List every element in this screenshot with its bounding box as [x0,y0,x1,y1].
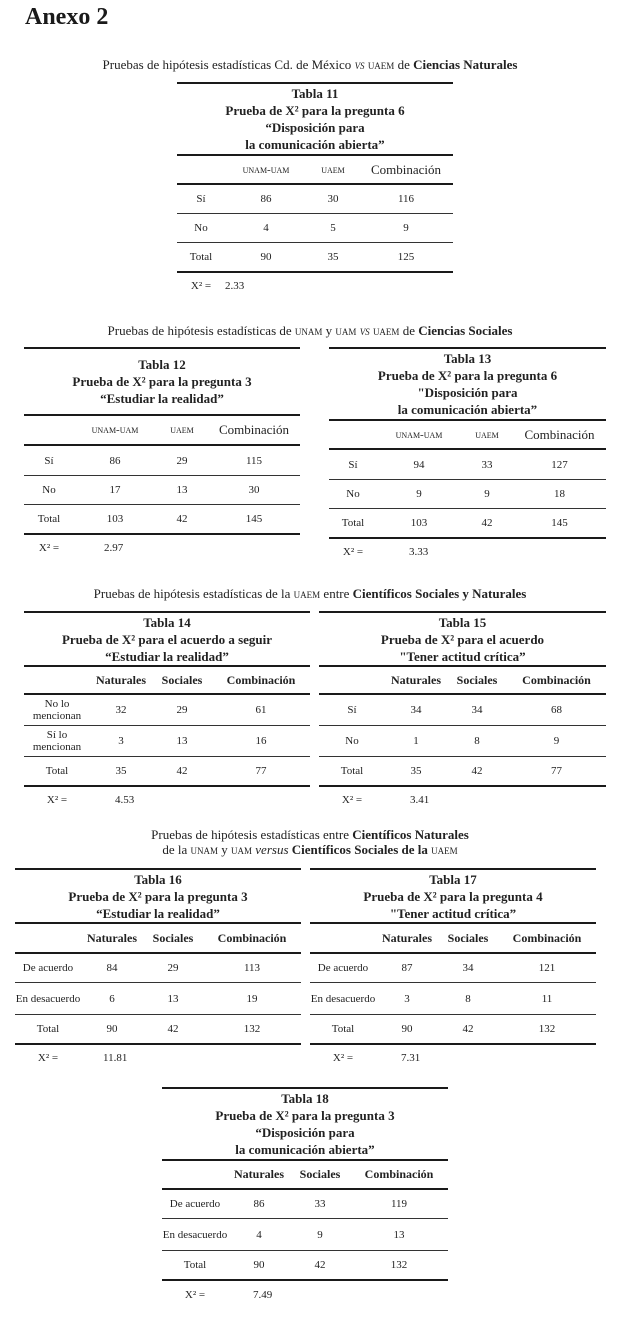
chi-square-row: X² = 3.33 [342,546,429,558]
chi-square-row: X² = 11.81 [37,1052,128,1064]
table-total-row: Total 35 42 77 [319,757,606,787]
table-row: En desacuerdo 3 8 11 [310,983,596,1015]
table-total-row: Total 103 42 145 [329,509,606,539]
table-total-row: Total 90 35 125 [177,243,453,273]
chi-square-row: X² = 4.53 [46,794,135,806]
section-heading-4: Pruebas de hipótesis estadísticas entre Científicos Naturales de la unam y uam versus Científicos Sociales de la uaem [151,827,469,857]
table-row: De acuerdo 87 34 121 [310,954,596,983]
table-17 [310,868,596,1071]
table-16 [15,868,301,1071]
table-header: Naturales Sociales Combinación [24,667,310,695]
table-header: Naturales Sociales Combinación [162,1161,448,1190]
table-total-row: Total 90 42 132 [310,1015,596,1045]
table-caption: Tabla 18 Prueba de X² para la pregunta 3 “Disposición para la comunicación abierta” [162,1087,448,1161]
section-heading-1: Pruebas de hipótesis estadísticas Cd. de México vs uaem de Ciencias Naturales [102,57,518,72]
table-row: No 1 8 9 [319,726,606,757]
chi-square-row: X² = 2.33 [190,280,245,292]
section-heading-2: Pruebas de hipótesis estadísticas de unam y uam vs uaem de Ciencias Sociales [107,323,513,338]
table-caption: Tabla 11 Prueba de X² para la pregunta 6 “Disposición para la comunicación abierta” [177,82,453,156]
table-row: No 17 13 30 [24,476,300,505]
table-header: unam-uam uaem Combinación [177,156,453,185]
table-total-row: Total 90 42 132 [162,1251,448,1281]
table-row: De acuerdo 86 33 119 [162,1190,448,1219]
table-13 [329,347,606,565]
table-15 [319,611,606,813]
chi-square-row: X² = 7.49 [184,1289,273,1301]
table-total-row: Total 103 42 145 [24,505,300,535]
table-row: No lo mencionan 32 29 61 [24,695,310,726]
table-caption: Tabla 15 Prueba de X² para el acuerdo "Tener actitud crítica” [319,611,606,667]
chi-square-row: X² = 3.41 [341,794,430,806]
table-row: En desacuerdo 4 9 13 [162,1219,448,1251]
table-total-row: Total 90 42 132 [15,1015,301,1045]
section-heading-3: Pruebas de hipótesis estadísticas de la uaem entre Científicos Sociales y Naturales [93,586,527,601]
table-row: Sí 94 33 127 [329,450,606,480]
table-18 [162,1087,448,1309]
table-caption: Tabla 13 Prueba de X² para la pregunta 6 "Disposición para la comunicación abierta” [329,347,606,421]
table-row: En desacuerdo 6 13 19 [15,983,301,1015]
table-row: Sí lo mencionan 3 13 16 [24,726,310,757]
table-row: No 9 9 18 [329,480,606,509]
table-header: Naturales Sociales Combinación [15,924,301,954]
table-14 [24,611,310,813]
table-caption: Tabla 16 Prueba de X² para la pregunta 3 “Estudiar la realidad” [15,868,301,924]
table-header: Naturales Sociales Combinación [310,924,596,954]
table-header: unam-uam uaem Combinación [24,416,300,446]
table-11 [177,82,453,299]
table-row: De acuerdo 84 29 113 [15,954,301,983]
table-caption: Tabla 14 Prueba de X² para el acuerdo a seguir “Estudiar la realidad” [24,611,310,667]
table-caption: Tabla 12 Prueba de X² para la pregunta 3 “Estudiar la realidad” [24,347,300,416]
table-header: Naturales Sociales Combinación [319,667,606,695]
page-title: Anexo 2 [25,4,109,30]
table-row: Sí 86 30 116 [177,185,453,214]
table-caption: Tabla 17 Prueba de X² para la pregunta 4 "Tener actitud crítica” [310,868,596,924]
chi-square-row: X² = 7.31 [332,1052,421,1064]
table-total-row: Total 35 42 77 [24,757,310,787]
table-row: No 4 5 9 [177,214,453,243]
table-12 [24,347,300,561]
table-header: unam-uam uaem Combinación [329,421,606,450]
table-row: Sí 34 34 68 [319,695,606,726]
chi-square-row: X² = 2.97 [38,542,124,554]
table-row: Sí 86 29 115 [24,446,300,476]
